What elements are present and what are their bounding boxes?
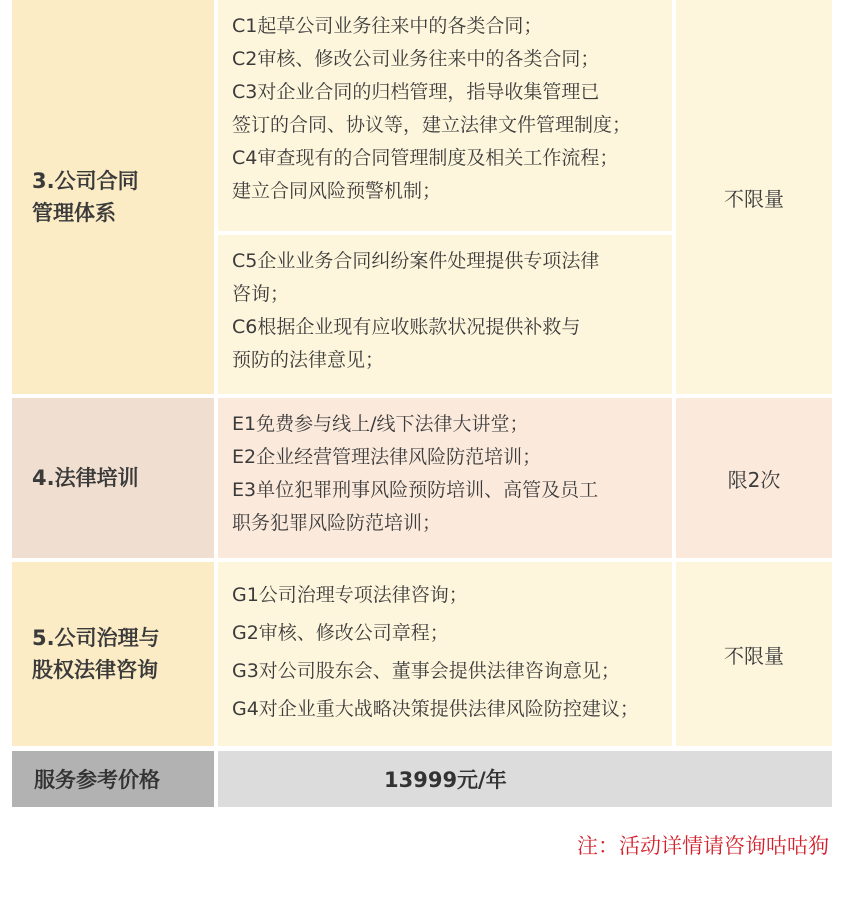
items-cell-contract-b	[218, 235, 672, 394]
item-line: G4对企业重大战略决策提供法律风险防控建议；	[232, 698, 639, 720]
item-line: C3对企业合同的归档管理，指导收集管理已	[232, 81, 600, 103]
category-cell-contract	[12, 0, 214, 394]
category-label-line: 股权法律咨询	[32, 658, 158, 682]
items-cell-contract-a	[218, 0, 672, 231]
item-line: C5企业业务合同纠纷案件处理提供专项法律	[232, 250, 600, 272]
items-cell-governance	[218, 562, 672, 746]
item-line: 签订的合同、协议等，建立法律文件管理制度；	[232, 114, 632, 136]
item-line: 职务犯罪风险防范培训；	[232, 512, 442, 534]
item-line: 建立合同风险预警机制；	[232, 180, 442, 202]
item-line: G2审核、修改公司章程；	[232, 622, 449, 644]
item-line: C1起草公司业务往来中的各类合同；	[232, 15, 543, 37]
category-cell-governance	[12, 562, 214, 746]
category-cell-training	[12, 398, 214, 558]
limit-cell-contract: 不限量	[676, 0, 832, 394]
category-label-line: 5.公司治理与	[32, 626, 160, 650]
item-line: C4审查现有的合同管理制度及相关工作流程；	[232, 147, 619, 169]
price-value: 13999元/年	[218, 751, 832, 807]
category-label-line: 4.法律培训	[32, 466, 139, 490]
item-line: E1免费参与线上/线下法律大讲堂；	[232, 413, 529, 435]
price-label: 服务参考价格	[12, 751, 214, 807]
limit-cell-training: 限2次	[676, 398, 832, 558]
category-label-line: 3.公司合同	[32, 169, 139, 193]
item-line: E3单位犯罪刑事风险预防培训、高管及员工	[232, 479, 599, 501]
limit-cell-governance: 不限量	[676, 562, 832, 746]
activity-note: 注：活动详情请咨询咕咕狗	[577, 834, 829, 858]
item-line: 咨询；	[232, 283, 290, 305]
items-cell-training	[218, 398, 672, 558]
item-line: E2企业经营管理法律风险防范培训；	[232, 446, 542, 468]
item-line: G3对公司股东会、董事会提供法律咨询意见；	[232, 660, 620, 682]
item-line: G1公司治理专项法律咨询；	[232, 584, 468, 606]
item-line: 预防的法律意见；	[232, 349, 385, 371]
item-line: C2审核、修改公司业务往来中的各类合同；	[232, 48, 600, 70]
item-line: C6根据企业现有应收账款状况提供补救与	[232, 316, 581, 338]
category-label-line: 管理体系	[32, 201, 116, 225]
